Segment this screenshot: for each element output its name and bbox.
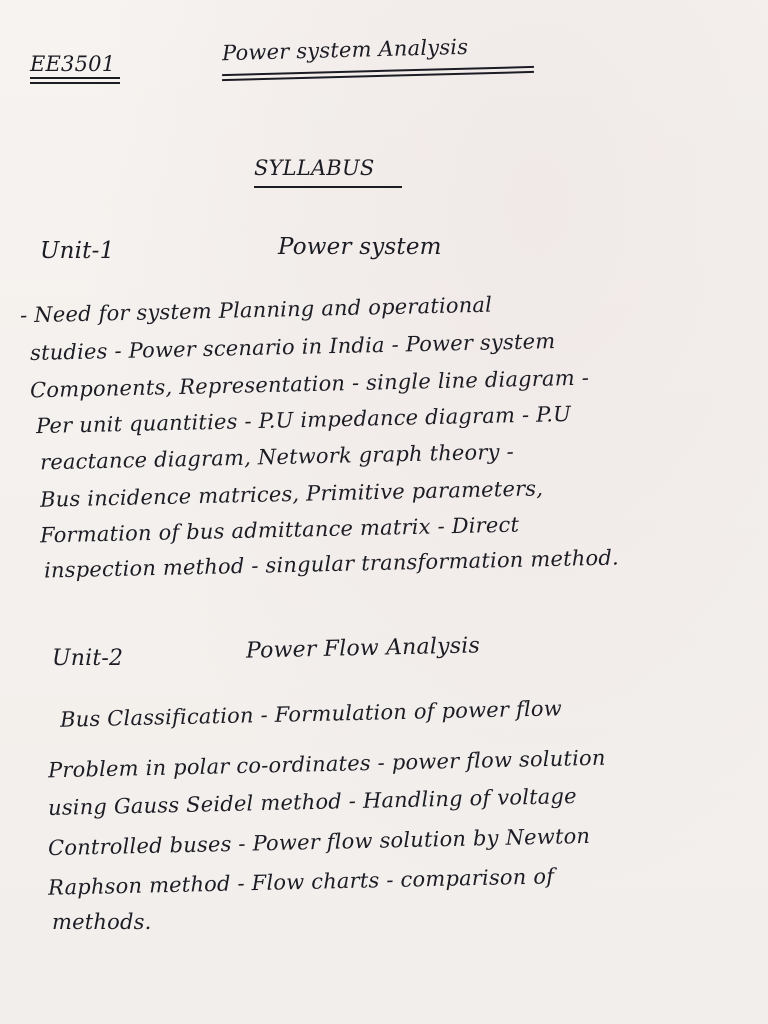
syllabus-heading: SYLLABUS — [254, 156, 375, 180]
unit-2-line-4: Controlled buses - Power flow solution by Newton — [47, 823, 591, 861]
unit-2-line-5: Raphson method - Flow charts - comparison of — [47, 864, 555, 900]
unit-2-line-3: using Gauss Seidel method - Handling of voltage — [47, 784, 577, 820]
unit-1-line-1: - Need for system Planning and operational — [19, 292, 493, 328]
course-code: EE3501 — [30, 52, 116, 76]
unit-2-line-2: Problem in polar co-ordinates - power flow solution — [47, 745, 606, 783]
unit-1-line-4: Per unit quantities - P.U impedance diagram - P.U — [35, 401, 572, 439]
unit-2-line-6: methods. — [52, 910, 152, 934]
unit-2-line-1: Bus Classification - Formulation of power flow — [59, 696, 563, 732]
unit-1-line-7: Formation of bus admittance matrix - Direct — [39, 512, 520, 548]
unit-1-line-8: inspection method - singular transformation method. — [43, 545, 620, 583]
page-title: Power system Analysis — [221, 34, 469, 66]
unit-1-line-5: reactance diagram, Network graph theory - — [39, 439, 515, 475]
unit-1-line-3: Components, Representation - single line diagram - — [29, 365, 590, 403]
unit-1-line-2: studies - Power scenario in India - Power system — [29, 329, 556, 365]
course-code-underline-2 — [30, 82, 120, 84]
unit-2-heading: Unit-2 — [52, 646, 124, 671]
course-code-underline — [30, 77, 120, 79]
unit-1-title: Power system — [278, 234, 442, 260]
unit-2-title: Power Flow Analysis — [245, 633, 481, 664]
unit-1-line-6: Bus incidence matrices, Primitive parameters, — [39, 476, 544, 512]
syllabus-underline — [254, 186, 402, 188]
unit-1-heading: Unit-1 — [40, 238, 115, 264]
